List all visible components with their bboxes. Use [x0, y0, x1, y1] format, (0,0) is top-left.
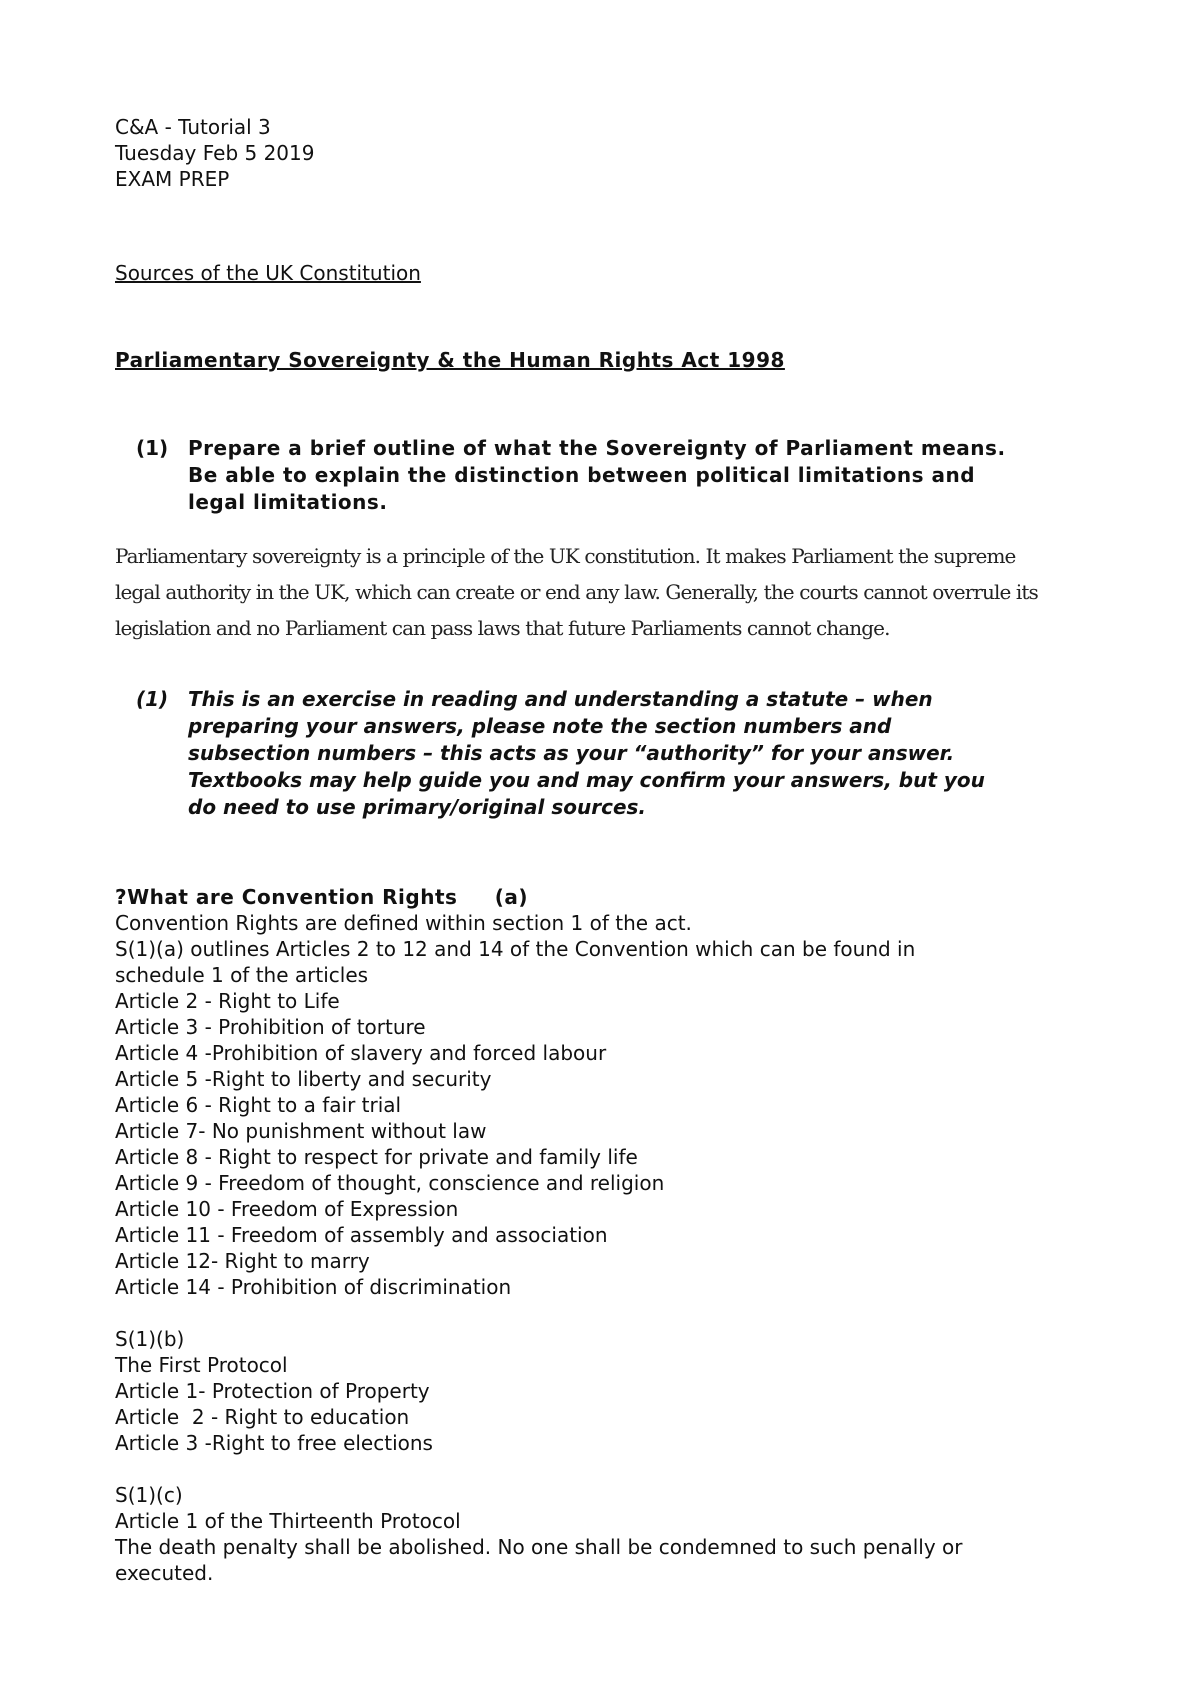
- answer1-line: legislation and no Parliament can pass laws that future Parliaments cannot change.: [115, 616, 890, 640]
- s1b-line: Article 2 - Right to education: [115, 1405, 410, 1429]
- s1c-line: The death penalty shall be abolished. No one shall be condemned to such penally or: [115, 1535, 963, 1559]
- convention-line: Article 5 -Right to liberty and security: [115, 1067, 492, 1091]
- convention-line: Article 12- Right to marry: [115, 1249, 370, 1273]
- section-heading: Sources of the UK Constitution: [115, 261, 421, 285]
- s1c-line: Article 1 of the Thirteenth Protocol: [115, 1509, 461, 1533]
- convention-line: S(1)(a) outlines Articles 2 to 12 and 14 of the Convention which can be found in: [115, 937, 916, 961]
- s1b-line: Article 3 -Right to free elections: [115, 1431, 433, 1455]
- header-date: Tuesday Feb 5 2019: [115, 141, 315, 165]
- main-heading: Parliamentary Sovereignty & the Human Rights Act 1998: [115, 348, 785, 372]
- question2-line: This is an exercise in reading and understanding a statute – when: [188, 687, 933, 711]
- convention-line: Article 10 - Freedom of Expression: [115, 1197, 459, 1221]
- convention-line: schedule 1 of the articles: [115, 963, 369, 987]
- question2-line: preparing your answers, please note the section numbers and: [188, 714, 892, 738]
- convention-line: Article 14 - Prohibition of discrimination: [115, 1275, 512, 1299]
- question1-line: Prepare a brief outline of what the Sovereignty of Parliament means.: [188, 436, 1006, 460]
- s1c-line: executed.: [115, 1561, 214, 1585]
- convention-line: Article 3 - Prohibition of torture: [115, 1015, 426, 1039]
- s1b-line: The First Protocol: [115, 1353, 288, 1377]
- s1c-line: S(1)(c): [115, 1483, 183, 1507]
- convention-line: Article 2 - Right to Life: [115, 989, 340, 1013]
- question1-line: legal limitations.: [188, 490, 388, 514]
- answer1-line: Parliamentary sovereignty is a principle of the UK constitution. It makes Parliament the supreme: [115, 544, 1016, 568]
- s1b-line: Article 1- Protection of Property: [115, 1379, 430, 1403]
- convention-line: Article 11 - Freedom of assembly and association: [115, 1223, 608, 1247]
- convention-line: Article 8 - Right to respect for private and family life: [115, 1145, 638, 1169]
- convention-line: Article 9 - Freedom of thought, conscience and religion: [115, 1171, 665, 1195]
- convention-line: Article 6 - Right to a fair trial: [115, 1093, 402, 1117]
- convention-line: Convention Rights are defined within section 1 of the act.: [115, 911, 692, 935]
- convention-line: Article 7- No punishment without law: [115, 1119, 487, 1143]
- question1-line: Be able to explain the distinction between political limitations and: [188, 463, 976, 487]
- s1b-line: S(1)(b): [115, 1327, 185, 1351]
- header-subtitle: EXAM PREP: [115, 167, 230, 191]
- question2-number: (1): [136, 687, 169, 711]
- convention-line: Article 4 -Prohibition of slavery and forced labour: [115, 1041, 607, 1065]
- answer1-line: legal authority in the UK, which can create or end any law. Generally, the courts cannot overrule its: [115, 580, 1038, 604]
- question1-number: (1): [136, 436, 169, 460]
- header-course: C&A - Tutorial 3: [115, 115, 271, 139]
- question2-line: Textbooks may help guide you and may confirm your answers, but you: [188, 768, 985, 792]
- question2-line: subsection numbers – this acts as your “authority” for your answer.: [188, 741, 955, 765]
- convention-heading: ?What are Convention Rights (a): [115, 885, 529, 909]
- question2-line: do need to use primary/original sources.: [188, 795, 647, 819]
